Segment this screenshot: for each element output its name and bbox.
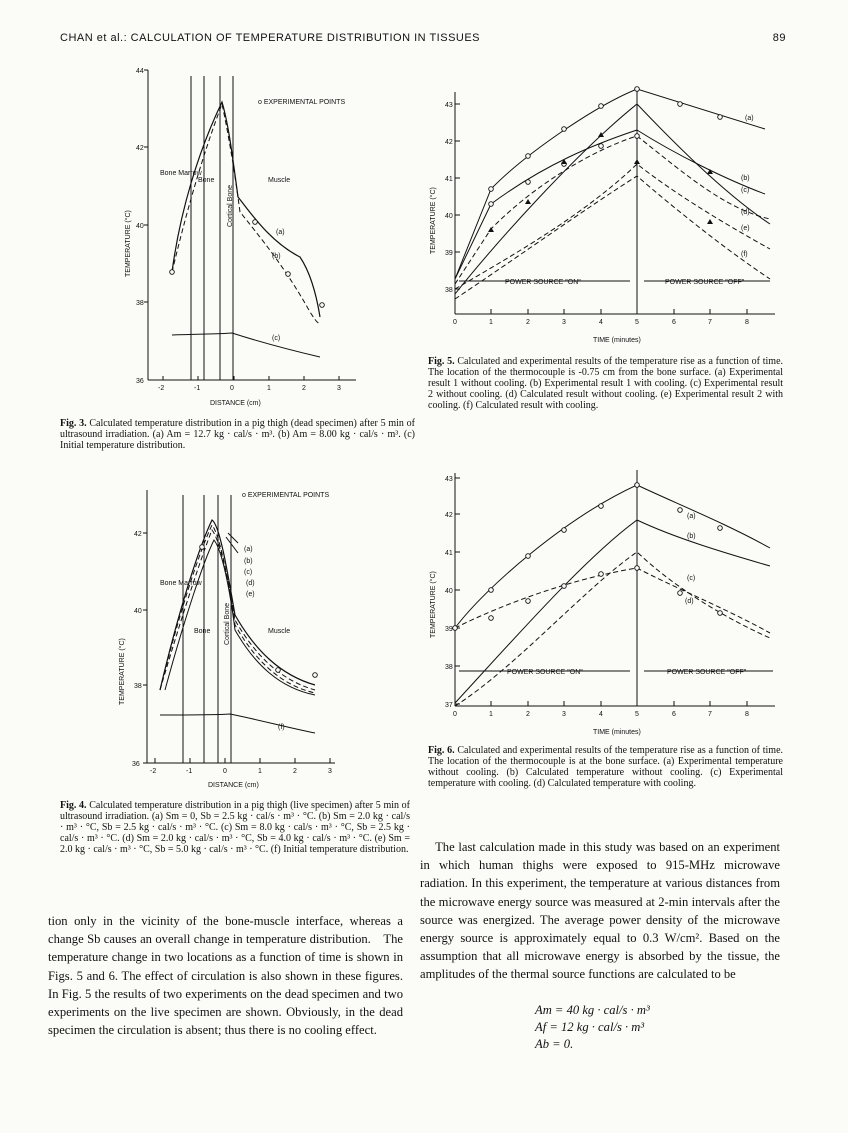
xtick: 2 (293, 768, 297, 775)
curve-label: (d) (246, 580, 255, 587)
xtick: 8 (745, 319, 749, 326)
xtick: 0 (453, 711, 457, 718)
x-axis-label: TIME (minutes) (593, 337, 641, 344)
xtick: 1 (267, 385, 271, 392)
region-label: Bone Marrow (160, 170, 202, 177)
xtick: 5 (635, 319, 639, 326)
curve-label: (b) (244, 558, 253, 565)
region-label: Bone (194, 628, 211, 635)
ytick: 43 (445, 476, 453, 483)
ytick: 38 (445, 664, 453, 671)
region-label: Cortical Bone (224, 602, 231, 645)
xtick: 2 (526, 711, 530, 718)
xtick: 7 (708, 711, 712, 718)
curve-label: (e) (246, 591, 255, 598)
ytick: 38 (445, 287, 453, 294)
ytick: 36 (132, 761, 140, 768)
y-axis-label: TEMPERATURE (°C) (430, 571, 437, 638)
x-axis-label: TIME (minutes) (593, 729, 641, 736)
power-on-label: POWER SOURCE "ON" (505, 279, 581, 286)
curve-label: (c) (741, 187, 750, 194)
figure-6 (425, 468, 785, 740)
xtick: 0 (453, 319, 457, 326)
curve-label: (b) (272, 253, 281, 260)
legend: o EXPERIMENTAL POINTS (258, 99, 346, 106)
ytick: 42 (134, 531, 142, 538)
xtick: -2 (150, 768, 157, 775)
xtick: 4 (599, 319, 603, 326)
region-label: Muscle (268, 177, 291, 184)
xtick: 3 (562, 319, 566, 326)
ytick: 40 (445, 213, 453, 220)
curve-label: (d) (685, 598, 694, 605)
xtick: 8 (745, 711, 749, 718)
xtick: 3 (562, 711, 566, 718)
ytick: 42 (445, 512, 453, 519)
figure-3-caption: Fig. 3. Calculated temperature distribution in a pig thigh (dead specimen) after 5 min of ultrasound irradiation. (a) Am = 12.7 kg · cal/s · m³. (b) Am = 8.00 kg · cal/s · m³. (c) Initial temperature distribution. (60, 418, 415, 451)
xtick: 0 (223, 768, 227, 775)
region-label: Bone (198, 177, 215, 184)
xtick: 2 (302, 385, 306, 392)
ytick: 41 (445, 550, 453, 557)
xtick: 4 (599, 711, 603, 718)
y-axis-label: TEMPERATURE (°C) (119, 638, 126, 705)
ytick: 38 (136, 300, 144, 307)
curve-label: (c) (272, 335, 281, 342)
curve-label: (a) (745, 115, 754, 122)
ytick: 40 (136, 223, 144, 230)
legend: o EXPERIMENTAL POINTS (242, 492, 330, 499)
xtick: 1 (489, 319, 493, 326)
ytick: 39 (445, 626, 453, 633)
x-axis-label: DISTANCE (cm) (210, 400, 261, 407)
xtick: 0 (230, 385, 234, 392)
ytick: 41 (445, 176, 453, 183)
xtick: -1 (186, 768, 193, 775)
xtick: 6 (672, 711, 676, 718)
ytick: 36 (136, 378, 144, 385)
ytick: 38 (134, 683, 142, 690)
ytick: 40 (445, 588, 453, 595)
region-label: Cortical Bone (227, 184, 234, 227)
y-axis-label: TEMPERATURE (°C) (430, 187, 437, 254)
running-title: CHAN et al.: CALCULATION OF TEMPERATURE DISTRIBUTION IN TISSUES (60, 32, 481, 44)
ytick: 43 (445, 102, 453, 109)
power-on-label: POWER SOURCE "ON" (507, 669, 583, 676)
power-off-label: POWER SOURCE "OFF" (667, 669, 747, 676)
equation: Ab = 0. (535, 1037, 574, 1051)
xtick: 3 (328, 768, 332, 775)
curve-label: (f) (741, 251, 748, 258)
curve-label: (a) (276, 229, 285, 236)
ytick: 37 (445, 702, 453, 709)
ytick: 42 (445, 139, 453, 146)
figure-5-caption: Fig. 5. Calculated and experimental results of the temperature rise as a function of time. The location of the thermocouple is -0.75 cm from the bone surface. (a) Experimental result 1 without cooling. (b) Experimental result 1 with cooling. (c) Experimental result 2 without cooling. (d) Calculated result without cooling. (e) Experimental result 2 with cooling. (f) Calculated result with cooling. (428, 356, 784, 411)
right-column-text: The last calculation made in this study was based on an experiment in which human thighs were exposed to 915-MHz microwave radiation. In this experiment, the temperature at various distances from the microwave energy source was measured at 2-min intervals after the source was energized. The average power density of the microwave energy source is approximately equal to 0.3 W/cm². Based on the assumption that all microwave energy is absorbed by the tissue, the amplitudes of the thermal source functions are calculated to be (420, 840, 780, 982)
curve-label: (b) (741, 175, 750, 182)
curve-label: (b) (687, 533, 696, 540)
figure-6-caption: Fig. 6. Calculated and experimental results of the temperature rise as a function of time. The location of the thermocouple is at the bone surface. (a) Experimental temperature without cooling. (b) Calculated temperature without cooling. (c) Experimental temperature with cooling. (d) Calculated temperature with cooling. (428, 745, 784, 789)
curve-label: (f) (278, 724, 285, 731)
ytick: 44 (136, 68, 144, 75)
ytick: 40 (134, 608, 142, 615)
curve-label: (c) (244, 569, 253, 576)
figure-4-caption: Fig. 4. Calculated temperature distribution in a pig thigh (live specimen) after 5 min of ultrasound irradiation. (a) Sm = 0, Sb = 2.5 kg · cal/s · m³ · °C. (b) Sm = 2.0 kg · cal/s · m³ · °C, Sb = 2.5 kg · cal/s · m³ · °C. (c) Sm = 8.0 kg · cal/s · m³ · °C, Sb = 2.5 kg · cal/s · m³ · °C. (d) Sm = 2.0 kg · cal/s · m³ · °C, Sb = 4.0 kg · cal/s · m³ · °C. (e) Sm = 2.0 kg · cal/s · m³ · °C, Sb = 5.0 kg · cal/s · m³ · °C. (f) Initial temperature distribution. (60, 800, 411, 855)
xtick: 3 (337, 385, 341, 392)
power-off-label: POWER SOURCE "OFF" (665, 279, 745, 286)
equation: Af = 12 kg · cal/s · m³ (535, 1020, 645, 1034)
region-label: Muscle (268, 628, 291, 635)
curve-label: (a) (244, 546, 253, 553)
xtick: 1 (258, 768, 262, 775)
xtick: 7 (708, 319, 712, 326)
xtick: 2 (526, 319, 530, 326)
curve-label: (a) (687, 513, 696, 520)
xtick: 6 (672, 319, 676, 326)
figure-3 (110, 62, 370, 407)
left-column-text: tion only in the vicinity of the bone-muscle interface, whereas a change Sb causes an overall change in temperature distribution. The temperature change in two locations as a function of time is shown in Figs. 5 and 6. The effect of circulation is also shown in these figures. In Fig. 5 the results of two experiments on the dead specimen and two experiments on the live specimen are shown. Obviously, in the dead specimen the circulation is absent; thus there is no cooling effect. (48, 914, 403, 1038)
page-number: 89 (772, 32, 786, 44)
ytick: 39 (445, 250, 453, 257)
xtick: -1 (194, 385, 201, 392)
curve-label: (e) (741, 225, 750, 232)
curve-label: (c) (687, 575, 696, 582)
x-axis-label: DISTANCE (cm) (208, 782, 259, 789)
y-axis-label: TEMPERATURE (°C) (125, 210, 132, 277)
region-label: Bone Marrow (160, 580, 202, 587)
xtick: 1 (489, 711, 493, 718)
figure-5 (425, 84, 785, 349)
ytick: 42 (136, 145, 144, 152)
xtick: 5 (635, 711, 639, 718)
equation: Am = 40 kg · cal/s · m³ (535, 1003, 650, 1017)
figure-4 (110, 485, 370, 795)
xtick: -2 (158, 385, 165, 392)
curve-label: (d) (741, 209, 750, 216)
